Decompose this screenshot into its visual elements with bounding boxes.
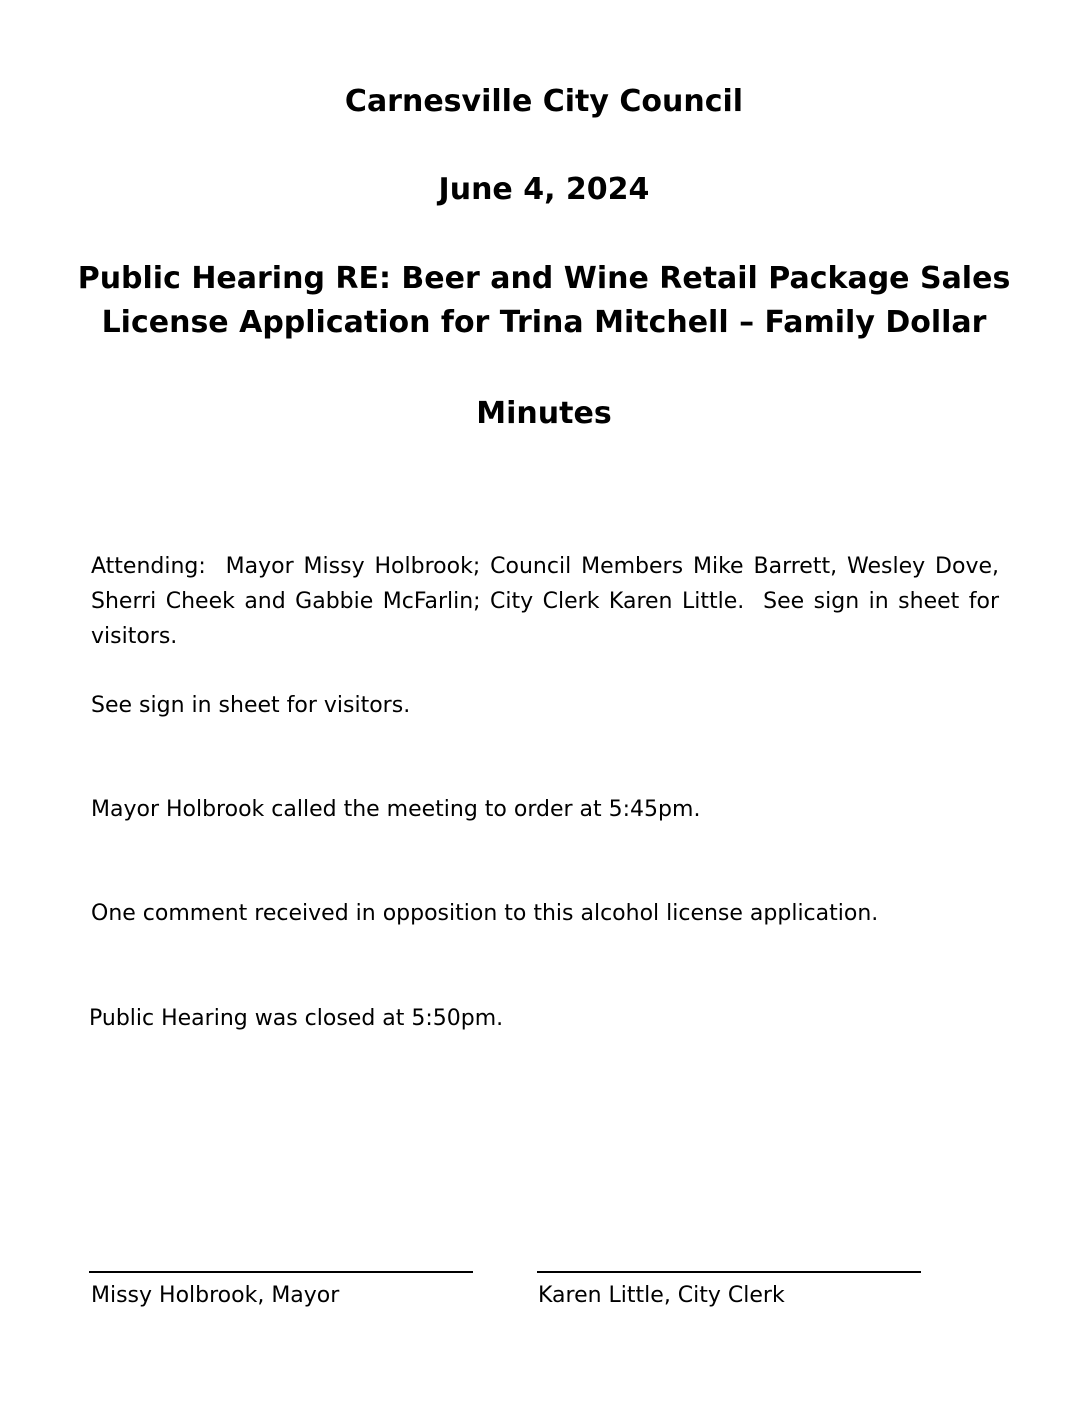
minutes-heading: Minutes (476, 396, 612, 431)
hearing-subject-line-2: License Application for Trina Mitchell – Family Dollar (101, 305, 987, 340)
clerk-signature-line (537, 1271, 921, 1273)
meeting-date: June 4, 2024 (438, 172, 650, 207)
hearing-subject (0, 257, 1088, 345)
mayor-signature-label: Missy Holbrook, Mayor (91, 1283, 340, 1308)
attending-paragraph: Attending: Mayor Missy Holbrook; Council Members Mike Barrett, Wesley Dove, Sherri Cheek and Gabbie McFarlin; City Clerk Karen Little. See sign in sheet for visitors. (91, 554, 999, 649)
council-title: Carnesville City Council (344, 84, 744, 119)
clerk-signature-label: Karen Little, City Clerk (538, 1283, 785, 1308)
hearing-closed-paragraph: Public Hearing was closed at 5:50pm. (89, 1006, 504, 1031)
visitors-paragraph: See sign in sheet for visitors. (91, 693, 411, 718)
hearing-subject-line-1: Public Hearing RE: Beer and Wine Retail Package Sales (77, 261, 1011, 296)
mayor-signature-line (89, 1271, 473, 1273)
call-to-order-paragraph: Mayor Holbrook called the meeting to order at 5:45pm. (91, 797, 701, 822)
comment-paragraph: One comment received in opposition to this alcohol license application. (91, 901, 879, 926)
